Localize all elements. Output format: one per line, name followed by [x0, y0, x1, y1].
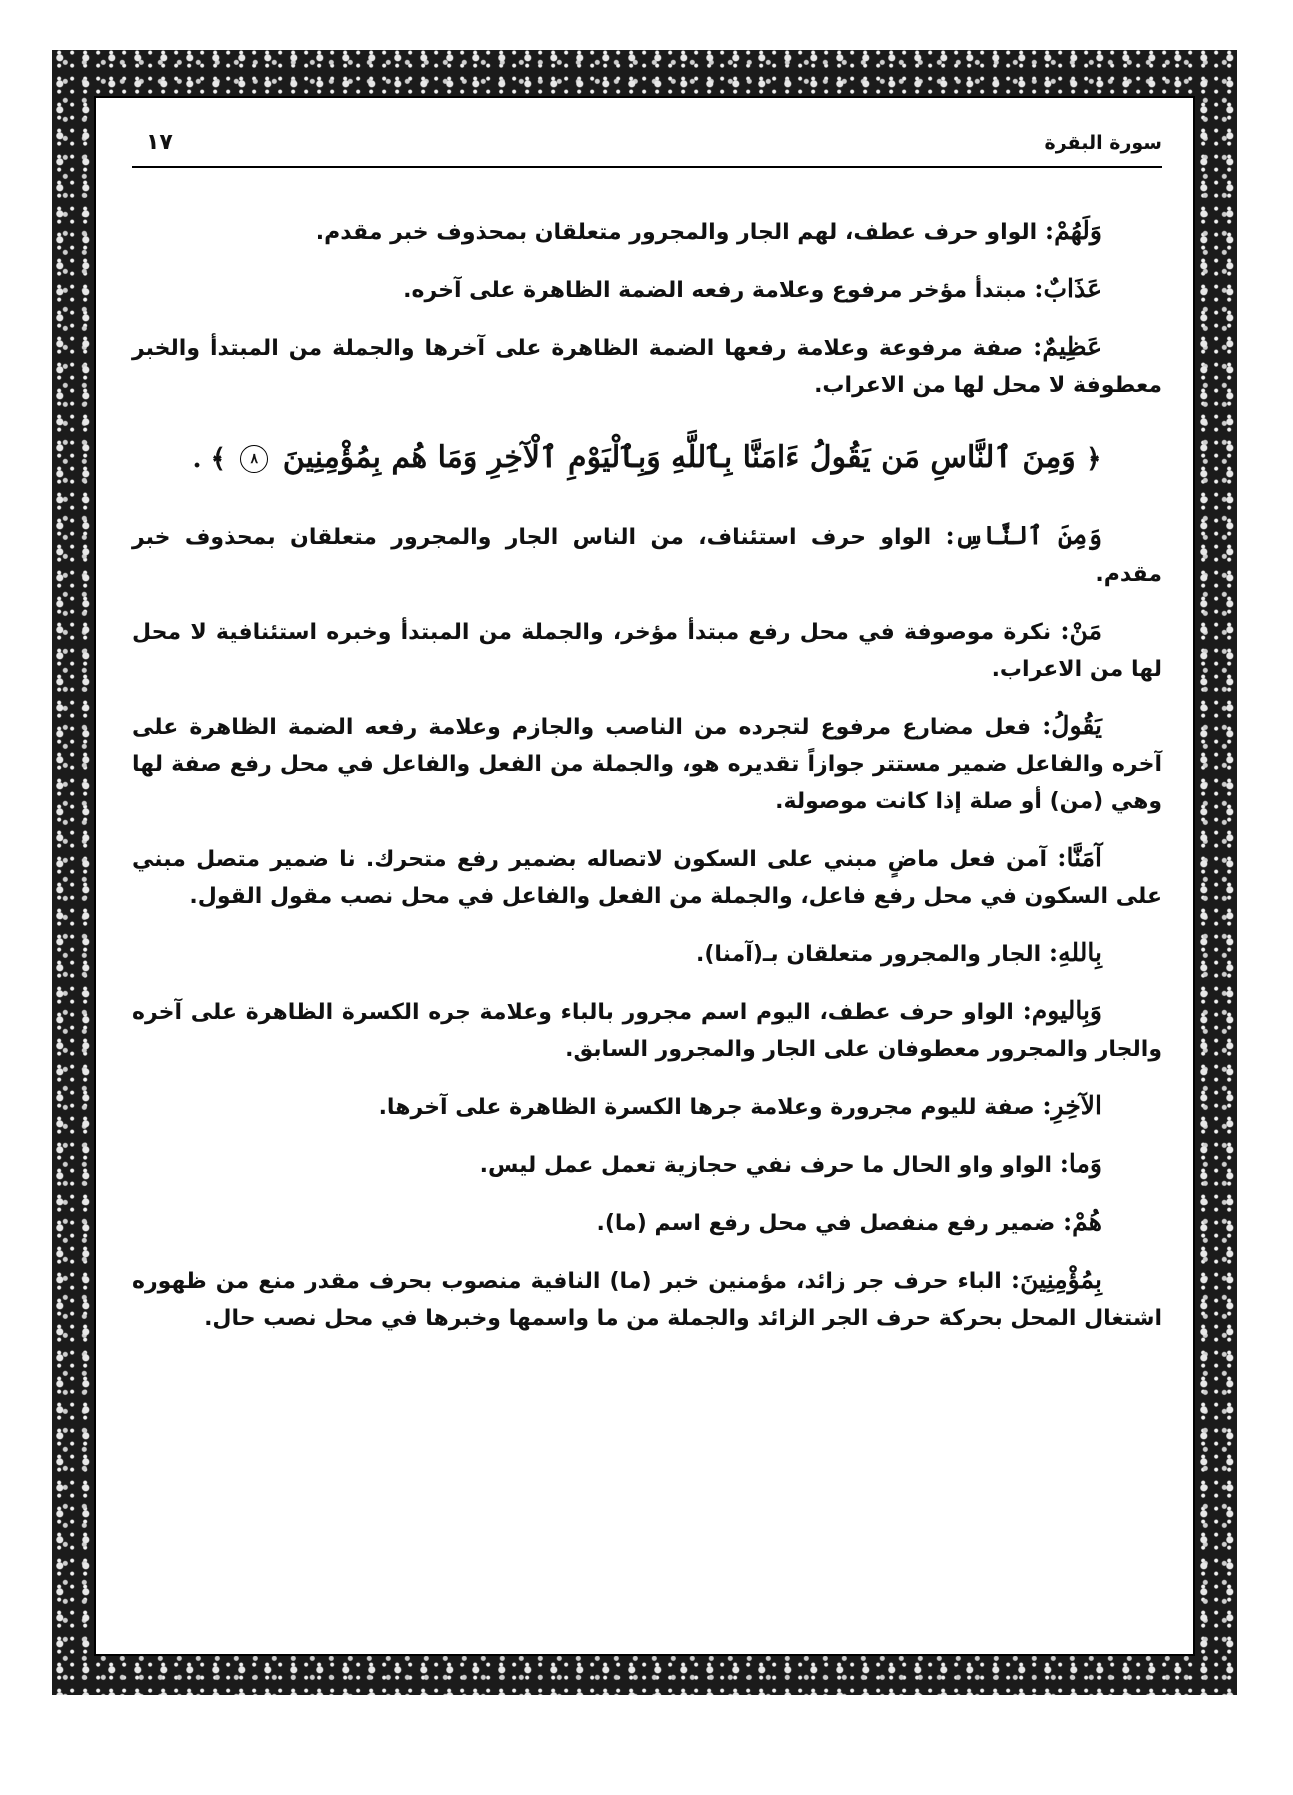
entry-explanation: الباء حرف جر زائد، مؤمنين خبر (ما) النافية منصوب بحرف مقدر منع من ظهوره اشتغال المحل بحركة حرف الجر الزائد والجملة من ما واسمها وخبرها في محل نصب حال.: [132, 1269, 1162, 1331]
entry-term: الآخِرِ:: [1042, 1091, 1102, 1120]
entry-explanation: الجار والمجرور متعلقان بـ(آمنا).: [696, 942, 1042, 967]
entry-explanation: الواو واو الحال ما حرف نفي حجازية تعمل عمل ليس.: [479, 1153, 1053, 1178]
page-number: ١٧: [146, 130, 173, 155]
entry-term: بِاللهِ:: [1048, 938, 1102, 967]
entry-term: هُمْ:: [1062, 1207, 1102, 1236]
entry-explanation: مبتدأ مؤخر مرفوع وعلامة رفعه الضمة الظاهرة على آخره.: [403, 278, 1027, 303]
entry-explanation: نكرة موصوفة في محل رفع مبتدأ مؤخر، والجملة من المبتدأ وخبره استئنافية لا محل لها من الاعراب.: [132, 620, 1162, 682]
entry-explanation: فعل مضارع مرفوع لتجرده من الناصب والجازم وعلامة رفعه الضمة الظاهرة على آخره والفاعل ضمير مستتر جوازاً تقديره هو، والجملة من الفعل والفاعل في محل رفع صفة لها وهي (من) أو صلة إذا كانت موصولة.: [132, 715, 1162, 814]
entry-term: بِمُؤْمِنِينَ:: [1010, 1265, 1102, 1294]
ayah-number: ٨: [240, 445, 268, 473]
parse-entry: [132, 1261, 1162, 1337]
parse-entry: [132, 212, 1162, 251]
parse-entry: [132, 1145, 1162, 1184]
entry-term: يَقُولُ:: [1042, 711, 1102, 740]
entry-explanation: آمن فعل ماضٍ مبني على السكون لاتصاله بضمير رفع متحرك. نا ضمير متصل مبني على السكون في محل رفع فاعل، والجملة من الفعل والفاعل في محل نصب مقول القول.: [132, 847, 1162, 909]
parse-entry: [132, 839, 1162, 915]
entry-explanation: صفة لليوم مجرورة وعلامة جرها الكسرة الظاهرة على آخرها.: [378, 1095, 1035, 1120]
page-content: [132, 212, 1162, 1662]
ayah-text: وَمِنَ ٱلنَّاسِ مَن يَقُولُ ءَامَنَّا بِٱللَّهِ وَبِٱلْيَوْمِ ٱلْآخِرِ وَمَا هُم بِمُؤْمِنِينَ: [282, 440, 1076, 475]
entry-term: وَما:: [1059, 1149, 1102, 1178]
parse-entry: [132, 612, 1162, 688]
entry-term: مَنْ:: [1060, 616, 1102, 645]
entries-bottom: [132, 517, 1162, 1337]
entry-term: وَبِاليوم:: [1022, 996, 1102, 1025]
parse-entry: [132, 992, 1162, 1068]
ayah-verse: [132, 434, 1162, 483]
parse-entry: [132, 707, 1162, 820]
surah-name: سورة البقرة: [1044, 132, 1162, 154]
ayah-close-bracket: ﴾ .: [192, 444, 226, 474]
entry-explanation: صفة مرفوعة وعلامة رفعها الضمة الظاهرة على آخرها والجملة من المبتدأ والخبر معطوفة لا محل لها من الاعراب.: [132, 336, 1162, 398]
page-header: [132, 132, 1162, 168]
entry-explanation: الواو حرف عطف، اليوم اسم مجرور بالباء وعلامة جره الكسرة الظاهرة على آخره والجار والمجرور معطوفان على الجار والمجرور السابق.: [132, 1000, 1162, 1062]
entry-explanation: الواو حرف استئناف، من الناس الجار والمجرور متعلقان بمحذوف خبر مقدم.: [132, 525, 1162, 587]
entry-term: آمَنَّا:: [1057, 843, 1102, 872]
parse-entry: [132, 934, 1162, 973]
entry-term: عَظِيمٌ:: [1033, 332, 1102, 361]
entry-term: وَلَهُمْ:: [1044, 216, 1102, 245]
entry-explanation: ضمير رفع منفصل في محل رفع اسم (ما).: [596, 1211, 1056, 1236]
entry-explanation: الواو حرف عطف، لهم الجار والمجرور متعلقان بمحذوف خبر مقدم.: [315, 220, 1038, 245]
entry-term: عَذَابٌ:: [1034, 274, 1102, 303]
entries-top: [132, 212, 1162, 404]
parse-entry: [132, 517, 1162, 593]
entry-term: وَمِنَ ٱلنَّاسِ:: [945, 521, 1102, 550]
ayah-open-bracket: ﴿: [1086, 444, 1102, 474]
parse-entry: [132, 1087, 1162, 1126]
parse-entry: [132, 328, 1162, 404]
parse-entry: [132, 1203, 1162, 1242]
parse-entry: [132, 270, 1162, 309]
